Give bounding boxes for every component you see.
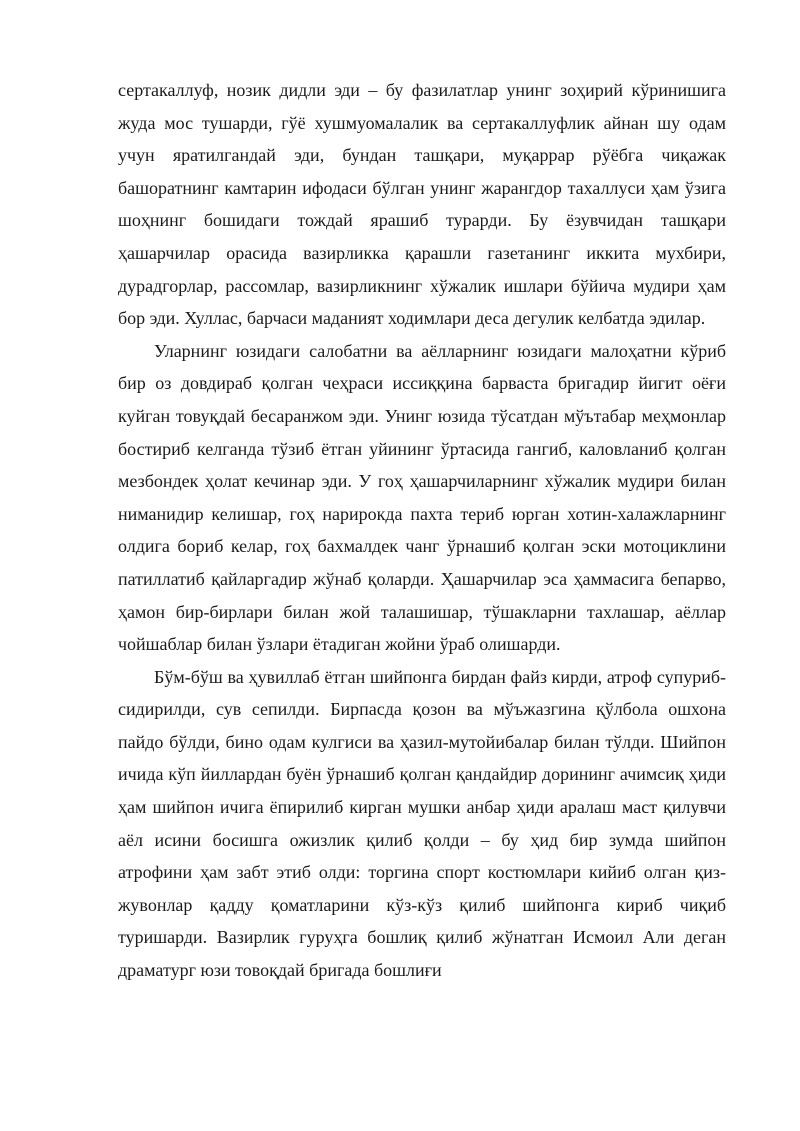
paragraph-3: Бўм-бўш ва ҳувиллаб ётган шийпонга бирдан файз кирди, атроф супуриб-сидирилди, сув сепилди. Бирпасда қозон ва мўъжазгина қўлбола ошхона пайдо бўлди, бино одам кулгиси ва ҳазил-мутойибалар билан тўлди. Шийпон ичида кўп йиллардан буён ўрнашиб қолган қандайдир дорининг ачимсиқ ҳиди ҳам шийпон ичига ёпирилиб кирган мушки анбар ҳиди аралаш маст қилувчи аёл исини босишга ожизлик қилиб қолди – бу ҳид бир зумда шийпон атрофини ҳам забт этиб олди: торгина спорт костюмлари кийиб олган қиз-жувонлар қадду қоматларини кўз-кўз қилиб шийпонга кириб чиқиб туришарди. Вазирлик гуруҳга бошлиқ қилиб жўнатган Исмоил Али деган драматург юзи товоқдай бригада бошлиғи bbox=[118, 666, 726, 981]
paragraph-2: Уларнинг юзидаги салобатни ва аёлларнинг юзидаги малоҳатни кўриб бир оз довдираб қолган чеҳраси иссиққина барваста бригадир йигит оёғи куйган товуқдай бесаранжом эди. Унинг юзида тўсатдан мўътабар меҳмонлар бостириб келганда тўзиб ётган уйининг ўртасида гангиб, каловланиб қолган мезбондек ҳолат кечинар эди. У гоҳ ҳашарчиларнинг хўжалик мудири билан ниманидир келишар, гоҳ нарирокда пахта териб юрган хотин-халажларнинг олдига бориб келар, гоҳ бахмалдек чанг ўрнашиб қолган эски мотоциклини патиллатиб қайларгадир жўнаб қоларди. Ҳашарчилар эса ҳаммасига бепарво, ҳамон бир-бирлари билан жой талашишар, тўшакларни тахлашар, аёллар чойшаблар билан ўзлари ётадиган жойни ўраб олишарди. bbox=[118, 340, 726, 655]
document-body bbox=[118, 74, 726, 987]
paragraph-1: сертакаллуф, нозик дидли эди – бу фазилатлар унинг зоҳирий кўринишига жуда мос тушарди, гўё хушмуомалалик ва сертакаллуфлик айнан шу одам учун яратилгандай эди, бундан ташқари, муқаррар рўёбга чиқажак башоратнинг камтарин ифодаси бўлган унинг жарангдор тахаллуси ҳам ўзига шоҳнинг бошидаги тождай ярашиб турарди. Бу ёзувчидан ташқари ҳашарчилар орасида вазирликка қарашли газетанинг иккита мухбири, дурадгорлар, рассомлар, вазирликнинг хўжалик ишлари бўйича мудири ҳам бор эди. Хуллас, барчаси маданият ходимлари деса дегулик келбатда эдилар. bbox=[118, 80, 726, 329]
